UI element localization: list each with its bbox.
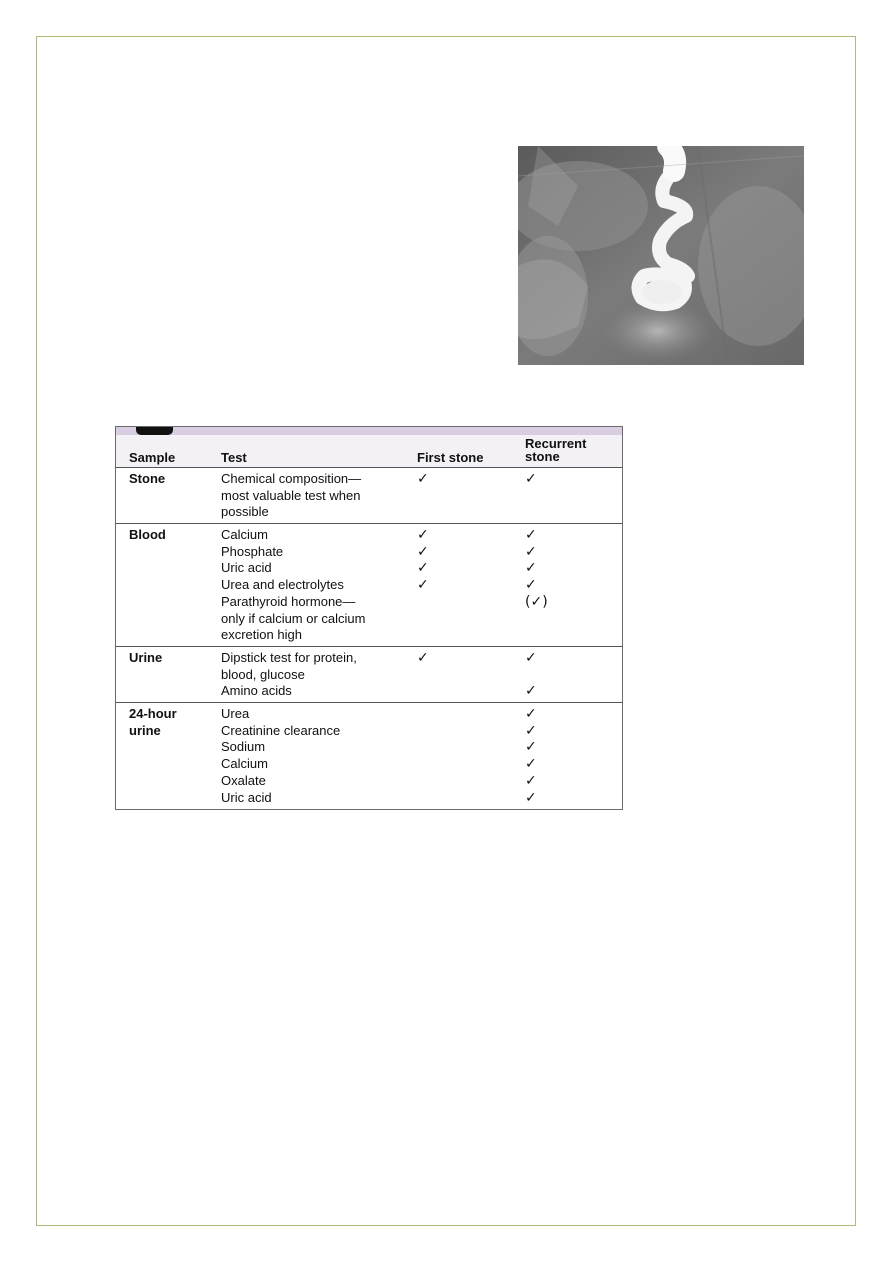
header-recurrent-stone-line1: Recurrent — [525, 436, 587, 451]
row-blood-sample: Blood — [129, 527, 166, 542]
row-blood-test: Phosphate — [221, 543, 284, 559]
row-24h-urine-test: Oxalate — [221, 772, 266, 788]
row-blood-test: Calcium — [221, 527, 268, 542]
header-test: Test — [221, 450, 247, 465]
row-urine-test: Amino acids — [221, 683, 292, 699]
row-24h-urine-recurrent-check: ✓ — [525, 772, 537, 789]
row-blood-test: only if calcium or calcium — [221, 610, 366, 626]
row-blood-first-check: ✓ — [417, 560, 429, 577]
table-tab-marker — [136, 427, 173, 435]
row-blood-recurrent-check: (✓) — [525, 593, 548, 610]
row-blood-test: excretion high — [221, 627, 302, 643]
header-first-stone: First stone — [417, 450, 484, 465]
row-blood-recurrent-check: ✓ — [525, 527, 537, 543]
row-urine-test: blood, glucose — [221, 666, 305, 682]
row-stone-test: most valuable test when — [221, 487, 361, 503]
row-urine-sample: Urine — [129, 650, 163, 665]
row-divider — [116, 702, 622, 703]
row-24h-urine-test: Calcium — [221, 756, 268, 772]
row-24h-urine-recurrent-check: ✓ — [525, 722, 537, 739]
row-blood-recurrent-check: ✓ — [525, 577, 537, 594]
row-24h-urine-recurrent-check: ✓ — [525, 789, 537, 806]
row-24h-urine-test: Uric acid — [221, 789, 272, 805]
row-24h-urine-sample: 24-hour — [129, 706, 177, 721]
row-24h-urine-recurrent-check: ✓ — [525, 739, 537, 756]
row-stone-recurrent-check: ✓ — [525, 471, 537, 487]
header-recurrent-stone-line2: stone — [525, 449, 560, 464]
row-blood-recurrent-check: ✓ — [525, 543, 537, 560]
row-24h-urine-test: Urea — [221, 706, 250, 721]
investigation-table — [115, 426, 623, 810]
xray-image — [518, 146, 804, 365]
row-stone-test: possible — [221, 504, 269, 520]
row-urine-test: Dipstick test for protein, — [221, 650, 357, 665]
row-blood-test: Uric acid — [221, 560, 272, 576]
row-blood-test: Parathyroid hormone— — [221, 593, 356, 609]
header-sample: Sample — [129, 450, 176, 465]
row-24h-urine-test: Creatinine clearance — [221, 722, 341, 738]
row-24h-urine-recurrent-check: ✓ — [525, 706, 537, 722]
row-blood-test: Urea and electrolytes — [221, 577, 344, 593]
row-blood-first-check: ✓ — [417, 543, 429, 560]
row-24h-urine-recurrent-check: ✓ — [525, 756, 537, 773]
row-divider — [116, 646, 622, 647]
table-top-bar — [116, 427, 622, 435]
row-urine-recurrent-check: ✓ — [525, 650, 537, 666]
row-stone-first-check: ✓ — [417, 471, 429, 487]
row-stone-sample: Stone — [129, 471, 166, 486]
row-24h-urine-sample: urine — [129, 722, 161, 738]
row-stone-test: Chemical composition— — [221, 471, 362, 486]
row-urine-recurrent-check: ✓ — [525, 683, 537, 700]
row-blood-recurrent-check: ✓ — [525, 560, 537, 577]
row-24h-urine-test: Sodium — [221, 739, 266, 755]
row-urine-first-check: ✓ — [417, 650, 429, 666]
table-header — [116, 435, 622, 468]
row-divider — [116, 523, 622, 524]
row-blood-first-check: ✓ — [417, 577, 429, 594]
row-blood-first-check: ✓ — [417, 527, 429, 543]
